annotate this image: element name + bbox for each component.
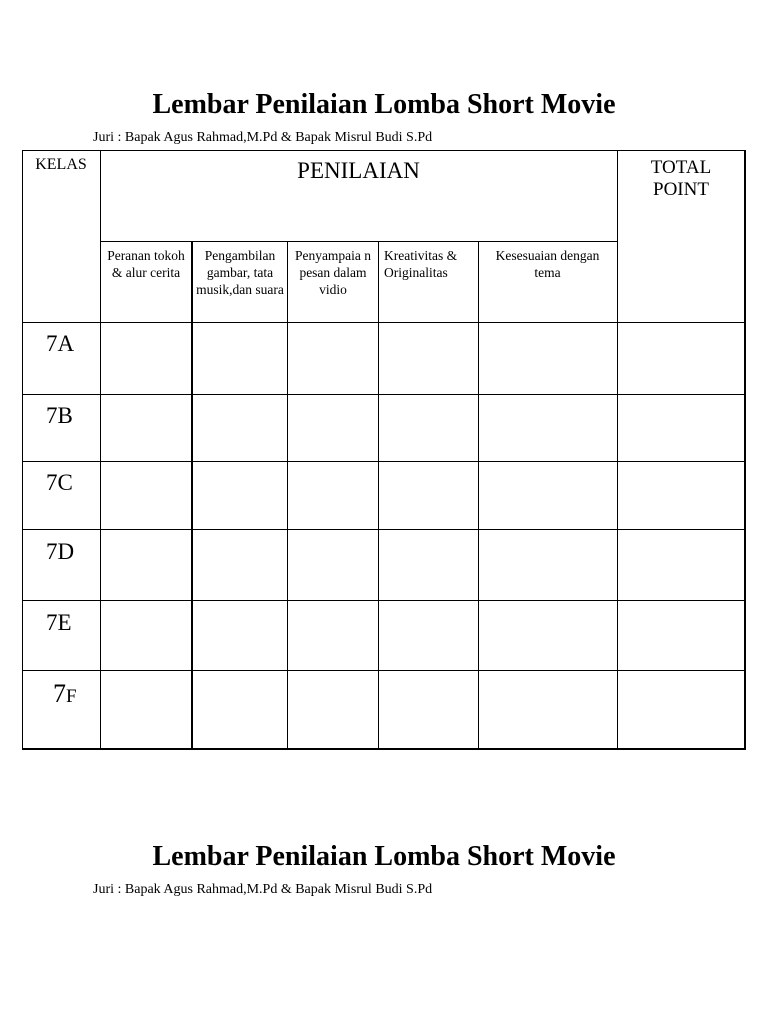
total-point-header <box>617 157 745 201</box>
criterion-header-5: Kesesuaian dengan tema <box>495 248 600 280</box>
row-label-7f-prefix: 7 <box>53 679 66 708</box>
kelas-header: KELAS <box>35 156 87 173</box>
row-label-7d: 7D <box>46 539 75 564</box>
page-title-2: Lembar Penilaian Lomba Short Movie <box>152 841 616 872</box>
criterion-header-1: Peranan tokoh & alur cerita <box>107 248 185 280</box>
criterion-header-4: Kreativitas & Originalitas <box>384 248 458 280</box>
penilaian-header: PENILAIAN <box>297 158 420 183</box>
row-label-7e: 7E <box>46 610 72 635</box>
row-label-7f <box>53 681 77 710</box>
row-label-7b: 7B <box>46 403 73 428</box>
criterion-header-3: Penyampaia n pesan dalam vidio <box>294 248 372 297</box>
total-point-label-line2: POINT <box>653 179 709 200</box>
row-label-7c: 7C <box>46 470 73 495</box>
jury-line: Juri : Bapak Agus Rahmad,M.Pd & Bapak Misrul Budi S.Pd <box>93 130 433 145</box>
page-title: Lembar Penilaian Lomba Short Movie <box>152 89 616 120</box>
row-label-7f-suffix: F <box>66 686 77 707</box>
criterion-header-2: Pengambilan gambar, tata musik,dan suara <box>196 248 284 297</box>
row-label-7a: 7A <box>46 331 75 356</box>
jury-line-2: Juri : Bapak Agus Rahmad,M.Pd & Bapak Misrul Budi S.Pd <box>93 882 433 897</box>
total-point-label-line1: TOTAL <box>650 157 712 178</box>
